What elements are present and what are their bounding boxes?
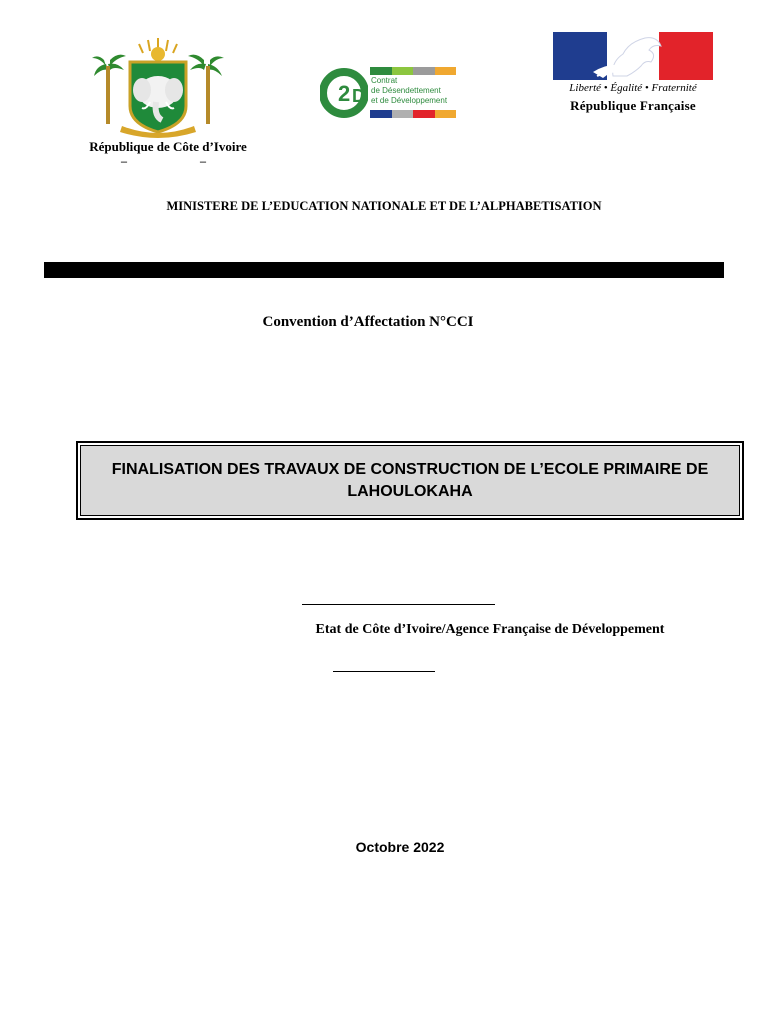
c2d-text-line: et de Développement bbox=[371, 96, 448, 105]
country-label-cote-divoire: République de Côte d’Ivoire bbox=[89, 139, 247, 154]
document-title-box bbox=[76, 441, 744, 520]
document-title: FINALISATION DES TRAVAUX DE CONSTRUCTION DE L’ECOLE PRIMAIRE DE LAHOULOKAHA bbox=[80, 445, 740, 516]
ministry-heading: MINISTERE DE L’EDUCATION NATIONALE ET DE L’ALPHABETISATION bbox=[166, 199, 602, 213]
c2d-text-line: de Désendettement bbox=[371, 86, 441, 95]
c2d-logo-icon bbox=[320, 64, 368, 122]
horizontal-rule bbox=[333, 671, 435, 672]
document-date: Octobre 2022 bbox=[355, 839, 445, 855]
c2d-logo bbox=[320, 64, 458, 122]
c2d-text-line: Contrat bbox=[371, 76, 398, 85]
republic-name: République Française bbox=[570, 98, 696, 113]
svg-text:2: 2 bbox=[338, 81, 351, 106]
separator-dash: – bbox=[121, 154, 127, 168]
parties-line: Etat de Côte d’Ivoire/Agence Française de Développement bbox=[315, 622, 665, 637]
republic-motto: Liberté • Égalité • Fraternité bbox=[569, 82, 697, 94]
separator-dash: – bbox=[200, 154, 206, 168]
horizontal-rule bbox=[302, 604, 495, 605]
black-divider-bar bbox=[44, 262, 724, 278]
cote-divoire-coat-of-arms-icon bbox=[92, 36, 224, 140]
convention-heading: Convention d’Affectation N°CCI bbox=[262, 314, 474, 330]
svg-text:D: D bbox=[352, 86, 365, 106]
marianne-republique-francaise-icon bbox=[553, 32, 713, 80]
